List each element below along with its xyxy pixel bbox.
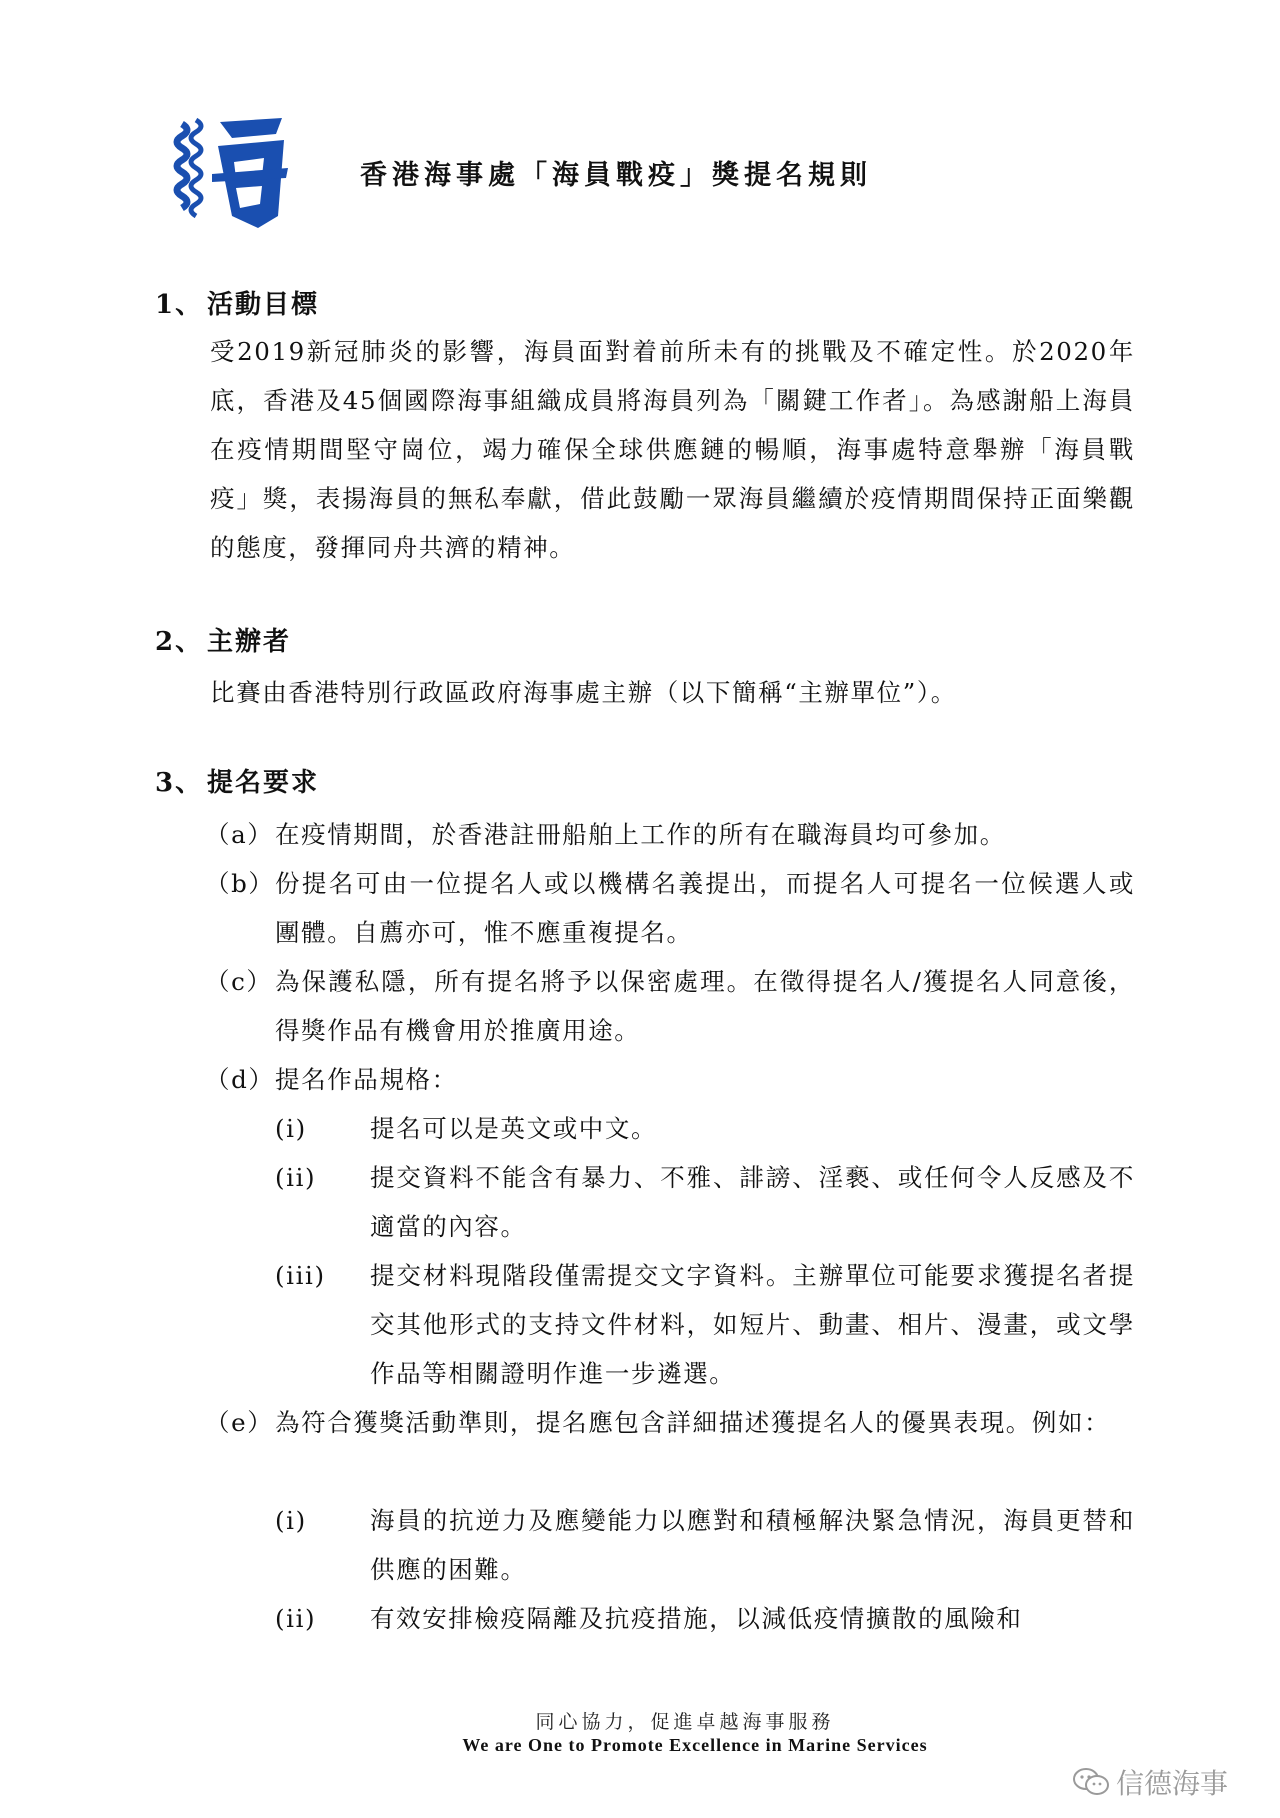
sub-list-item-text: 提名可以是英文或中文。 <box>370 1114 658 1143</box>
section-number: 2、 <box>155 627 204 657</box>
sub-list-item-label: (i) <box>275 1114 307 1143</box>
list-item <box>205 1398 1135 1496</box>
sub-list-item <box>275 1251 1135 1398</box>
document-title: 香港海事處「海員戰疫」獎提名規則 <box>360 160 872 191</box>
marine-department-logo <box>172 116 290 234</box>
sub-list-item-label: (ii) <box>275 1163 317 1192</box>
watermark <box>1072 1762 1228 1802</box>
list-item-label: （e） <box>205 1408 274 1437</box>
list-item-label: （c） <box>205 967 273 996</box>
sub-list-item <box>275 1594 1135 1643</box>
list-item <box>205 810 1135 859</box>
sub-list-item-label: (iii) <box>275 1261 326 1290</box>
section-title: 提名要求 <box>207 768 320 798</box>
sub-list-item <box>275 1496 1135 1594</box>
footer-motto-english: We are One to Promote Excellence in Marine Services <box>462 1735 928 1755</box>
list-item <box>205 1055 1135 1104</box>
sub-list-item-label: (i) <box>275 1506 307 1535</box>
list-item-label: （a） <box>205 820 274 849</box>
list-item-text: 為保護私隱，所有提名將予以保密處理。在徵得提名人/獲提名人同意後，得獎作品有機會用於推廣用途。 <box>275 967 1135 1045</box>
sub-list-item-text: 提交材料現階段僅需提交文字資料。主辦單位可能要求獲提名者提交其他形式的支持文件材料，如短片、動畫、相片、漫畫，或文學作品等相關證明作進一步遴選。 <box>370 1261 1135 1388</box>
sub-list-item-text: 有效安排檢疫隔離及抗疫措施，以減低疫情擴散的風險和 <box>370 1604 1023 1633</box>
list-item <box>205 957 1135 1055</box>
wechat-icon <box>1072 1767 1110 1797</box>
sub-list-item <box>275 1104 1135 1153</box>
list-item-text: 為符合獲獎活動準則，提名應包含詳細描述獲提名人的優異表現。例如： <box>275 1408 1111 1437</box>
list-item-label: （b） <box>205 869 275 898</box>
section-heading <box>155 285 319 325</box>
section-paragraph: 比賽由香港特別行政區政府海事處主辦（以下簡稱“主辦單位”）。 <box>210 678 957 707</box>
section-number: 3、 <box>155 768 204 798</box>
section-number: 1、 <box>155 290 204 320</box>
section-heading <box>155 622 291 662</box>
watermark-text: 信德海事 <box>1116 1767 1229 1800</box>
sub-list-item-text: 海員的抗逆力及應變能力以應對和積極解決緊急情況，海員更替和供應的困難。 <box>370 1506 1135 1584</box>
list-item-text: 在疫情期間，於香港註冊船舶上工作的所有在職海員均可參加。 <box>275 820 1006 849</box>
section-heading <box>155 763 319 803</box>
list-item <box>205 859 1135 957</box>
list-item-text: 提名作品規格： <box>275 1065 458 1094</box>
sub-list-item-text: 提交資料不能含有暴力、不雅、誹謗、淫褻、或任何令人反感及不適當的內容。 <box>370 1163 1135 1241</box>
section-title: 主辦者 <box>207 627 292 657</box>
list-item-label: （d） <box>205 1065 275 1094</box>
footer-motto-chinese: 同心協力，促進卓越海事服務 <box>535 1711 835 1733</box>
sub-list-item <box>275 1153 1135 1251</box>
sub-list-item-label: (ii) <box>275 1604 317 1633</box>
section-title: 活動目標 <box>207 290 320 320</box>
list-item-text: 份提名可由一位提名人或以機構名義提出，而提名人可提名一位候選人或團體。自薦亦可，惟不應重複提名。 <box>275 869 1135 947</box>
section-paragraph: 受2019新冠肺炎的影響，海員面對着前所未有的挑戰及不確定性。於2020年底，香港及45個國際海事組織成員將海員列為「關鍵工作者」。為感謝船上海員在疫情期間堅守崗位，竭力確保全球供應鏈的暢順，海事處特意舉辦「海員戰疫」獎，表揚海員的無私奉獻，借此鼓勵一眾海員繼續於疫情期間保持正面樂觀的態度，發揮同舟共濟的精神。 <box>210 337 1135 562</box>
